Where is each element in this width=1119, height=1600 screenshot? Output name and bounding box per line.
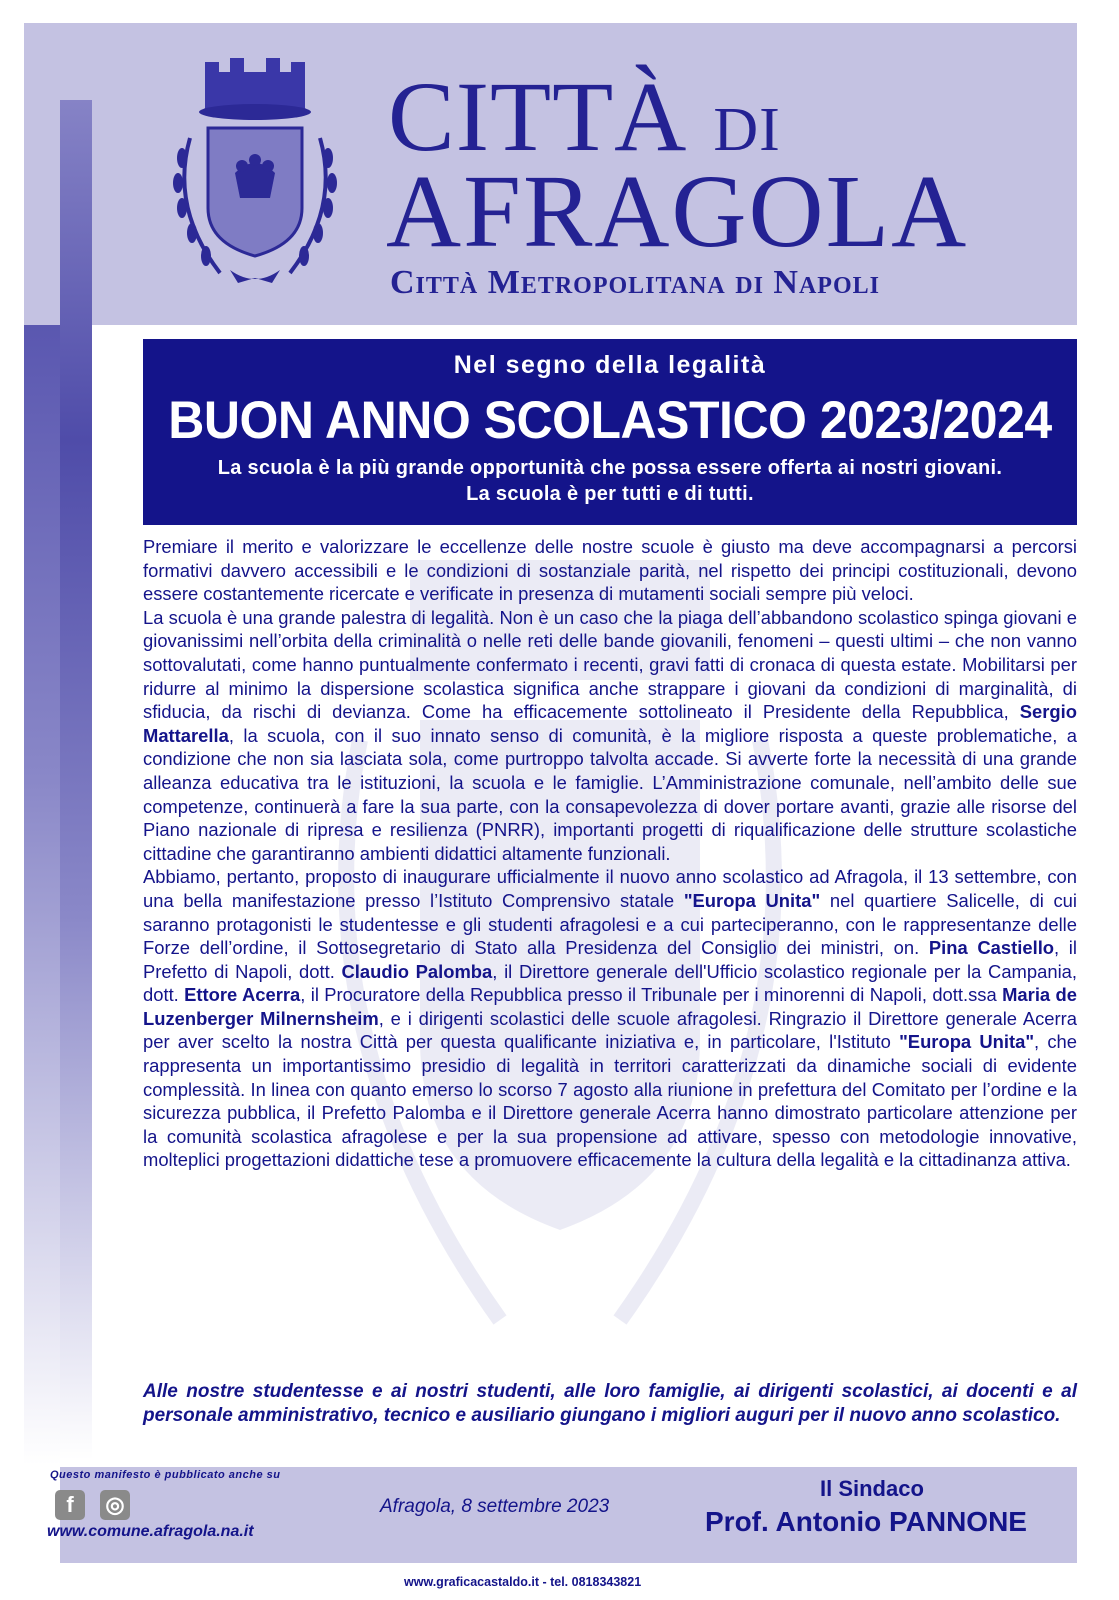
printer-credit: www.graficacastaldo.it - tel. 0818343821 xyxy=(404,1575,642,1589)
paragraph-3-text-a: Abbiamo, pertanto, proposto di inaugurare ufficialmente il nuovo anno scolastico ad Afragola, il 13 settembre, con una bella manifestazione presso l’Istituto Comprensivo statale xyxy=(143,866,1077,911)
paragraph-3 xyxy=(143,865,1077,1172)
banner-tagline-line2: La scuola è per tutti e di tutti. xyxy=(466,483,754,505)
name-claudio-palomba: Claudio Palomba xyxy=(341,960,493,982)
decorative-strip-outer xyxy=(24,325,60,1465)
paragraph-2-text-b: , la scuola, con il suo innato senso di comunità, è la migliore risposta a queste problematiche, a condizione che non sia lasciata sola, come purtroppo talvolta accade. Si avverte forte la necessità di una grande alleanza educativa tra le istituzioni, la scuola e le famiglie. L’Amministrazione comunale, nell’ambito delle sue competenze, continuerà a fare la sua parte, con la consapevolezza di dover portare avanti, grazie alle risorse del Piano nazionale di ripresa e resilienza (PNRR), importanti progetti di riqualificazione delle strutture scolastiche cittadine che garantiranno ambienti didattici altamente funzionali. xyxy=(143,724,1077,864)
banner-kicker: Nel segno della legalità xyxy=(453,351,767,379)
city-title-afragola: AFRAGOLA xyxy=(386,154,969,269)
banner-tagline xyxy=(143,455,1077,507)
footer-note: Questo manifesto è pubblicato anche su xyxy=(50,1469,281,1481)
city-crest-icon xyxy=(160,58,350,298)
name-pina-castiello: Pina Castiello xyxy=(928,937,1055,959)
signer-role: Il Sindaco xyxy=(820,1476,924,1501)
banner-headline: BUON ANNO SCOLASTICO 2023/2024 xyxy=(168,390,1052,450)
paragraph-2-text-a: La scuola è una grande palestra di legalità. Non è un caso che la piaga dell’abbandono scolastico spinga giovani e giovanissimi nell’orbita della criminalità o nelle reti delle bande giovanili, fenomeni – questi ultimi – che non vanno sottovalutati, come hanno puntualmente confermato i recenti, gravi fatti di cronaca di questa estate. Mobilitarsi per ridurre al minimo la dispersione scolastica significa anche strappare i giovani da condizioni di marginalità, di sfiducia, da rischi di devianza. Come ha efficacemente sottolineato il Presidente della Repubblica, xyxy=(143,606,1077,723)
decorative-strip-inner xyxy=(60,100,92,1460)
paragraph-3-text-c: , il Prefetto di Napoli, dott. xyxy=(143,937,1077,982)
paragraph-1: Premiare il merito e valorizzare le eccellenze delle nostre scuole è giusto ma deve accompagnarsi a percorsi formativi davvero accessibili e le condizioni di sostanziale parità, nel rispetto dei principi costituzionali, devono essere costantemente ricercate e verificate in presenza di mutamenti sociali sempre più veloci. xyxy=(143,536,1077,605)
paragraph-3-text-e: , il Procuratore della Repubblica presso il Tribunale per i minorenni di Napoli, dott.ssa xyxy=(300,984,1003,1006)
school-europa-unita: "Europa Unita" xyxy=(683,889,821,911)
name-ettore-acerra: Ettore Acerra xyxy=(184,984,301,1006)
city-title-citta: CITTÀ xyxy=(388,61,688,172)
name-sergio-mattarella: Sergio Mattarella xyxy=(143,701,1077,746)
paragraph-3-text-g: , che rappresenta un importantissimo presidio di legalità in territori caratterizzati da dinamiche sociali di evidente complessità. In linea con quanto emerso lo scorso 7 agosto alla riunione in prefettura del Comitato per l’ordine e la sicurezza pubblica, il Prefetto Palomba e il Direttore generale Acerra hanno dimostrato particolare attenzione per la comunità scolastica afragolese e per la sua propensione ad attivare, spesso con metodologie innovative, molteplici progettazioni didattiche tese a promuovere efficacemente la cultura della legalità e la cittadinanza attiva. xyxy=(143,1031,1077,1171)
website-link[interactable]: www.comune.afragola.na.it xyxy=(47,1523,254,1540)
city-subtitle: Città Metropolitana di Napoli xyxy=(390,264,880,301)
name-maria-de-luzenberger: Maria de Luzenberger Milnernsheim xyxy=(143,984,1077,1029)
title-banner xyxy=(143,339,1077,525)
paragraph-2 xyxy=(143,606,1077,866)
instagram-icon[interactable]: ◎ xyxy=(100,1490,130,1520)
school-europa-unita-2: "Europa Unita" xyxy=(899,1031,1035,1053)
city-title-di: DI xyxy=(713,96,781,164)
paragraph-3-text-f: , e i dirigenti scolastici delle scuole afragolesi. Ringrazio il Direttore generale Acerra per aver scelto la nostra Città per questa qualificante iniziativa e, in particolare, l'Istituto xyxy=(143,1007,1078,1053)
paragraph-3-text-b: nel quartiere Salicelle, di cui saranno protagonisti le studentesse e gli studenti afragolesi e a cui parteciperanno, con le rappresentanze delle Forze dell’ordine, il Sottosegretario di Stato alla Presidenza del Consiglio dei ministri, on. xyxy=(143,889,1077,959)
closing-wishes: Alle nostre studentesse e ai nostri studenti, alle loro famiglie, ai dirigenti scolastici, ai docenti e al personale amministrativo, tecnico e ausiliario giungano i migliori auguri per il nuovo anno scolastico. xyxy=(143,1381,1077,1426)
place-date: Afragola, 8 settembre 2023 xyxy=(380,1496,610,1517)
paragraph-3-text-d: , il Direttore generale dell'Ufficio scolastico regionale per la Campania, dott. xyxy=(143,960,1077,1006)
facebook-icon[interactable]: f xyxy=(55,1490,85,1520)
banner-tagline-line1: La scuola è la più grande opportunità che possa essere offerta ai nostri giovani. xyxy=(217,457,1003,479)
signer-name: Prof. Antonio PANNONE xyxy=(705,1506,1027,1537)
body-text xyxy=(143,535,1077,1172)
